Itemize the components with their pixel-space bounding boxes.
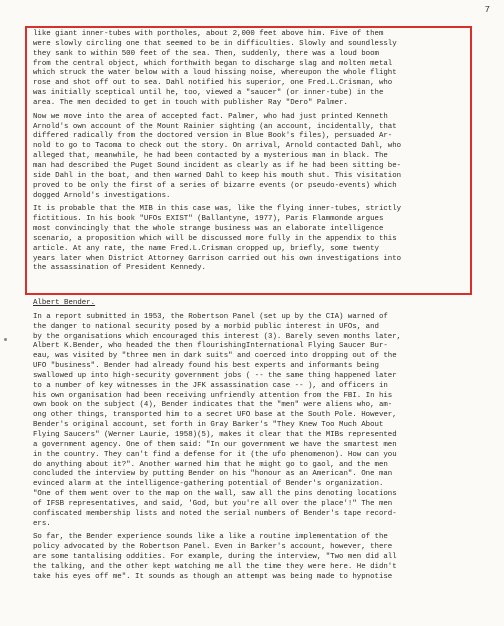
text-line: do anything about it?". Another warned him that he might go to gaol, and the men — [33, 460, 388, 469]
text-line: like giant inner-tubes with portholes, about 2,000 feet above him. Five of them — [33, 30, 384, 38]
text-line: are some tantalising oddities. For example, during the interview, "Two men did all — [33, 553, 397, 562]
text-line: alleged that, meanwhile, he had been contacted by a mysterious man in black. The — [33, 152, 388, 161]
text-line: they sank to within 500 feet of the sea. Then, suddenly, there was a loud boom — [33, 49, 379, 58]
text-line: most convincingly that the whole strange business was an elaborate intelligence — [33, 225, 384, 234]
text-line: nold to go to Tacoma to check out the story. On arrival, Arnold contacted Dahl, who — [33, 142, 402, 151]
text-line: the assassination of President Kennedy. — [33, 264, 206, 273]
section-heading: Albert Bender. — [33, 299, 96, 307]
text-line: It is probable that the MIB in this case was, like the flying inner-tubes, strictly — [33, 205, 402, 214]
text-line: side Dahl in the boat, and then warned Dahl to keep his mouth shut. This visitation — [33, 171, 402, 180]
text-line: of IFSB representatives, and said, 'God, but you're all over the place'!" The men — [33, 499, 393, 508]
text-line: policy advocated by the Robertson Panel. Even in Barker's account, however, there — [33, 543, 393, 552]
text-line: Now we move into the area of accepted fact. Palmer, who had just printed Kenneth — [33, 112, 388, 121]
paragraph-1 — [33, 30, 473, 109]
text-line: man had described the Puget Sound incident as clearly as if he had been sitting be- — [33, 161, 402, 170]
text-line: ong other things, transported him to a secret UFO base at the South Pole. However, — [33, 411, 397, 420]
text-line: UFO "business". Bender had already found his best experts and informants being — [33, 362, 379, 371]
paragraph-3 — [33, 205, 473, 274]
text-line: "One of them went over to the map on the wall, saw all the pins denoting locations — [33, 490, 397, 499]
text-line: take his eyes off me". It sounds as though an attempt was being made to hypnotise — [33, 572, 393, 581]
scan-speck — [4, 338, 7, 341]
text-line: was initially sceptical until he, too, viewed a "saucer" (or inner-tube) in the — [33, 89, 384, 98]
paragraph-2 — [33, 113, 473, 202]
page-number: 7 — [484, 5, 490, 15]
text-line: by the organisations which encouraged this interest (3). Barely seven months later, — [33, 332, 402, 341]
text-line: own book on the subject (4), Bender indicates that the "men" were aliens who, am- — [33, 401, 393, 410]
text-line: eau, was visited by "three men in dark suits" and coerced into dropping out of the — [33, 352, 397, 361]
text-line: differed radically from the doctored version in Blue Book's files), persuaded Ar- — [33, 132, 393, 141]
text-line: from the central object, which forthwith began to discharge slag and molten metal — [33, 59, 393, 68]
text-line: years later when District Attorney Garrison carried out his own investigations into — [33, 254, 402, 263]
text-line: dogged Arnold's investigations. — [33, 191, 171, 200]
highlighted-passage — [33, 30, 473, 278]
text-line: his own organisation had been receiving unfriendly attention from the FBI. In his — [33, 391, 393, 400]
text-line: Albert K.Bender, who headed the then flourishingInternational Flying Saucer Bur- — [33, 342, 388, 351]
text-line: to a number of key witnesses in the JFK assassination case -- ), and officers in — [33, 381, 388, 390]
text-line: In a report submitted in 1953, the Robertson Panel (set up by the CIA) warned of — [33, 312, 388, 321]
text-line: ers. — [33, 519, 51, 528]
paragraph-4 — [33, 313, 473, 530]
text-line: Flying Saucers" (Werner Laurie, 1958)(5), makes it clear that the MIBs represented — [33, 430, 397, 439]
text-line: the talking, and the other kept watching me all the time they were here. He didn't — [33, 562, 397, 571]
text-line: a government agency. One of them said: "In our government we have the smartest men — [33, 440, 397, 449]
text-line: which struck the water below with a loud hissing noise, whereupon the whole flight — [33, 69, 397, 78]
text-line: Arnold's own account of the Mount Rainier sighting (an account, incidentally, that — [33, 122, 397, 131]
text-line: So far, the Bender experience sounds like a like a routine implementation of the — [33, 533, 388, 542]
text-line: area. The men decided to get in touch with publisher Ray "Dero" Palmer. — [33, 98, 348, 107]
bender-section — [33, 299, 473, 587]
text-line: in the country. They can't find a defense for it (the ufo phenomenon). How can you — [33, 450, 397, 459]
text-line: proved to be only the first of a series of bizarre events (or pseudo-events) which — [33, 181, 397, 190]
text-line: the danger to national security posed by a morbid public interest in UFOs, and — [33, 322, 379, 331]
text-line: swallowed up into high-security government jobs ( -- the same thing happened later — [33, 371, 397, 380]
text-line: confiscated membership lists and noted the serial numbers of Bender's tape record- — [33, 509, 397, 518]
text-line: evinced alarm at the intelligence-gathering potential of Bender's organization. — [33, 480, 384, 489]
text-line: rose and shot off out to sea. Dahl notified his superior, one Fred.L.Crisman, who — [33, 79, 393, 88]
text-line: concluded the interview by putting Bender on his "honour as an American". One man — [33, 470, 393, 479]
text-line: scenario, a proposition which will be discussed more fully in the appendix to this — [33, 234, 397, 243]
text-line: were slowly circling one that seemed to be in difficulties. Slowly and soundlessly — [33, 39, 397, 48]
text-line: Bender's original account, set forth in Gray Barker's "They Knew Too Much About — [33, 421, 384, 430]
text-line: article. At any rate, the name Fred.L.Crisman cropped up, briefly, some twenty — [33, 244, 379, 253]
text-line: fictitious. In his book "UFOs EXIST" (Ballantyne, 1977), Paris Flammonde argues — [33, 215, 384, 224]
paragraph-5 — [33, 533, 473, 582]
